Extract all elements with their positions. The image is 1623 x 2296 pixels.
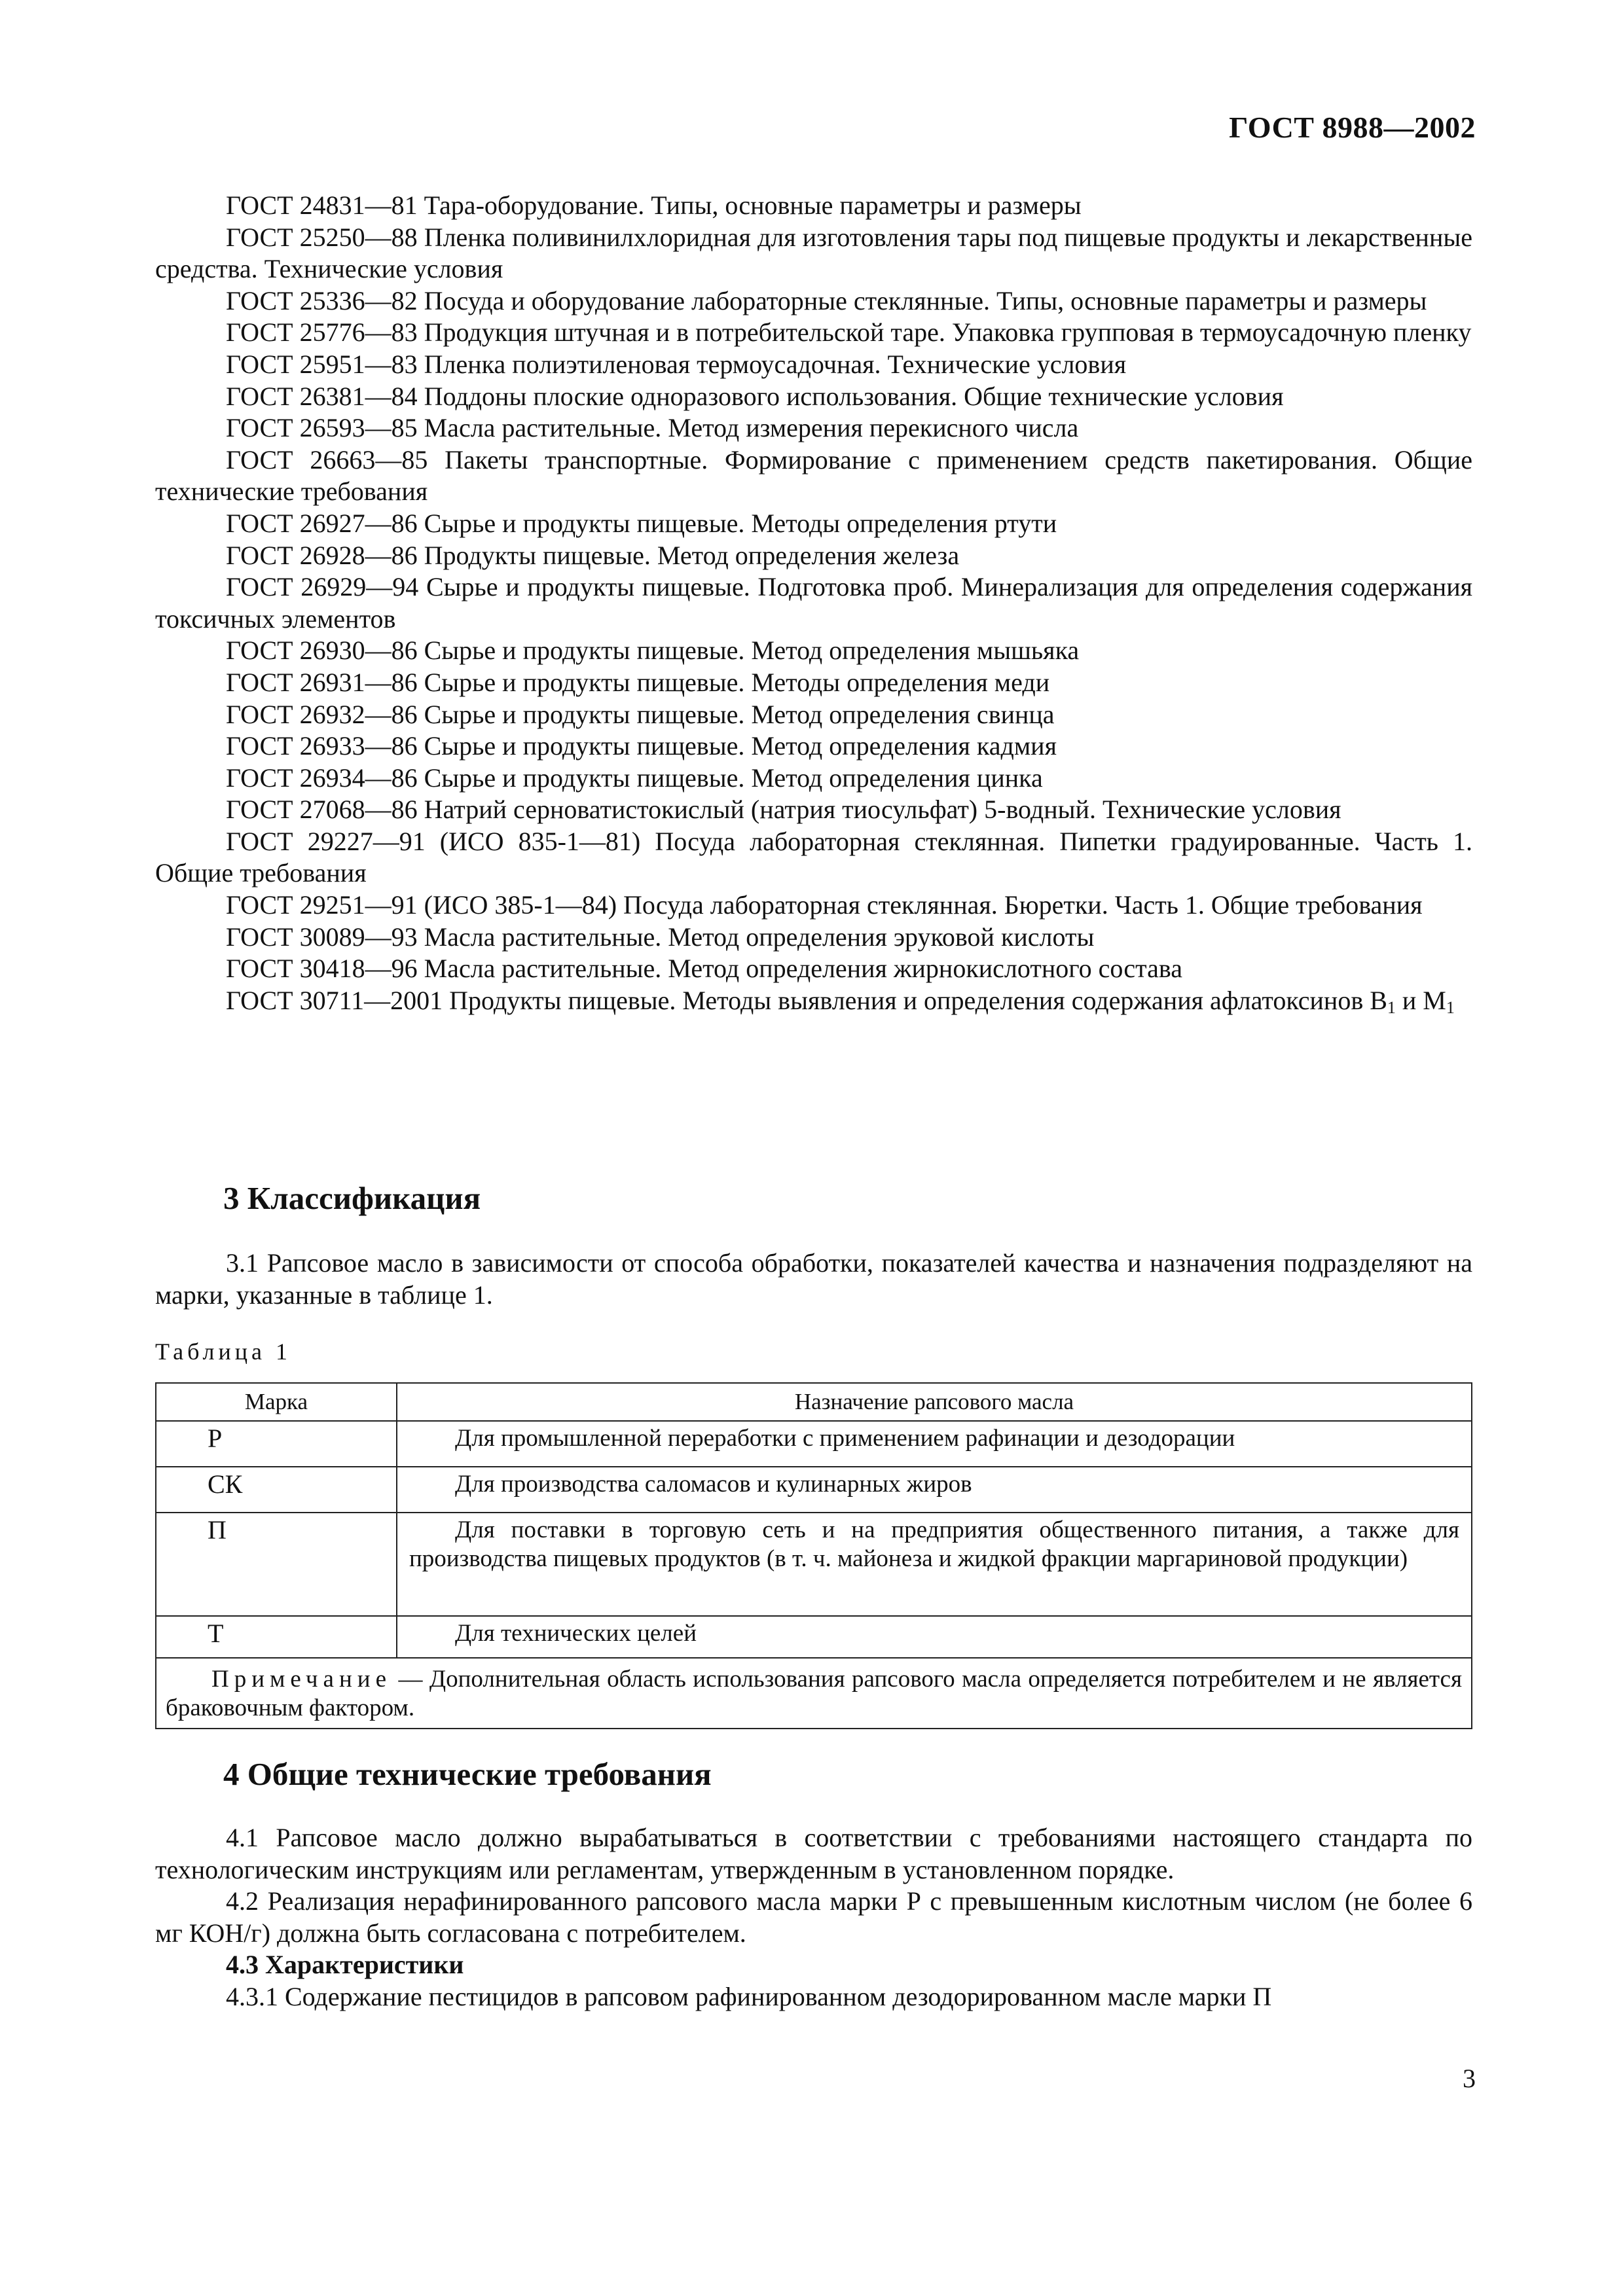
reference-item: ГОСТ 26593—85 Масла растительные. Метод измерения перекисного числа: [226, 413, 1079, 443]
paragraph: 3.1 Рапсовое масло в зависимости от способа обработки, показателей качества и назначения подразделяют на марки, указанные в таблице 1.: [155, 1248, 1472, 1310]
table-note-row: [156, 1658, 1472, 1729]
reference-item: ГОСТ 25250—88 Пленка поливинилхлоридная для изготовления тары под пищевые продукты и лекарственные средства. Технические условия: [155, 222, 1472, 284]
reference-item: ГОСТ 26931—86 Сырье и продукты пищевые. Методы определения меди: [226, 667, 1050, 697]
subscript: 1: [1387, 997, 1396, 1017]
clause-4-3-1: 4.3.1 Содержание пестицидов в рапсовом рафинированном дезодорированном масле марки П: [226, 1981, 1272, 2011]
reference-item: ГОСТ 25336—82 Посуда и оборудование лабораторные стеклянные. Типы, основные параметры и размеры: [226, 285, 1427, 315]
grade-purpose: [397, 1616, 1472, 1658]
note-label: Примечание: [211, 1666, 392, 1693]
reference-text: ГОСТ 30711—2001 Продукты пищевые. Методы выявления и определения содержания афлатоксинов B: [226, 985, 1387, 1015]
column-header-mark: Марка: [156, 1383, 397, 1421]
grade-purpose-text: Для поставки в торговую сеть и на предприятия общественного питания, а также для производства пищевых продуктов (в т. ч. майонеза и жидкой фракции маргариновой продукции): [409, 1516, 1459, 1572]
reference-item: ГОСТ 30418—96 Масла растительные. Метод определения жирнокислотного состава: [226, 954, 1182, 984]
reference-item: ГОСТ 26381—84 Поддоны плоские одноразового использования. Общие технические условия: [226, 381, 1284, 411]
grade-mark: СК: [156, 1467, 397, 1513]
grade-mark: П: [156, 1513, 397, 1616]
standard-code-header: ГОСТ 8988—2002: [1229, 111, 1476, 144]
grade-mark: Р: [156, 1421, 397, 1467]
reference-item: ГОСТ 26933—86 Сырье и продукты пищевые. Метод определения кадмия: [226, 731, 1057, 761]
subscript: 1: [1446, 997, 1455, 1017]
clause-4-2: 4.2 Реализация нерафинированного рапсового масла марки Р с превышенным кислотным числом (не более 6 мг КОН/г) должна быть согласована с потребителем.: [155, 1886, 1472, 1948]
reference-item: ГОСТ 26932—86 Сырье и продукты пищевые. Метод определения свинца: [226, 699, 1055, 729]
table-row: [156, 1467, 1472, 1513]
clause-3-1: [155, 1247, 1472, 1311]
reference-item: ГОСТ 29251—91 (ИСО 385-1—84) Посуда лабораторная стеклянная. Бюретки. Часть 1. Общие требования: [226, 890, 1423, 920]
page-number: 3: [1463, 2064, 1476, 2093]
table-header-row: [156, 1383, 1472, 1421]
grade-purpose: [397, 1421, 1472, 1467]
grade-purpose: [397, 1513, 1472, 1616]
reference-item: ГОСТ 25951—83 Пленка полиэтиленовая термоусадочная. Технические условия: [226, 349, 1127, 379]
reference-item: ГОСТ 27068—86 Натрий серноватистокислый (натрия тиосульфат) 5-водный. Технические условия: [226, 795, 1341, 825]
reference-text: и M: [1395, 985, 1446, 1015]
table-caption: Таблица 1: [155, 1338, 291, 1365]
grade-purpose: [397, 1467, 1472, 1513]
grade-mark: Т: [156, 1616, 397, 1658]
reference-item: ГОСТ 24831—81 Тара-оборудование. Типы, основные параметры и размеры: [226, 190, 1082, 220]
reference-item-aflatoxins: [155, 985, 1472, 1017]
normative-references-list: [155, 190, 1472, 1016]
reference-item: ГОСТ 25776—83 Продукция штучная и в потребительской таре. Упаковка групповая в термоусадочную пленку: [226, 317, 1472, 348]
section-4-body: [155, 1822, 1472, 2013]
section-heading-classification: 3 Классификация: [223, 1180, 481, 1216]
reference-item: ГОСТ 26934—86 Сырье и продукты пищевые. Метод определения цинка: [226, 762, 1043, 793]
table-note: [156, 1658, 1472, 1729]
reference-item: ГОСТ 26663—85 Пакеты транспортные. Формирование с применением средств пакетирования. Общие технические требования: [155, 444, 1472, 507]
subsection-heading-characteristics: 4.3 Характеристики: [226, 1950, 464, 1980]
section-heading-general-requirements: 4 Общие технические требования: [223, 1756, 712, 1792]
table-row: [156, 1616, 1472, 1658]
clause-4-1: 4.1 Рапсовое масло должно вырабатываться в соответствии с требованиями настоящего стандарта по технологическим инструкциям или регламентам, утвержденным в установленном порядке.: [155, 1823, 1472, 1884]
reference-item: ГОСТ 29227—91 (ИСО 835-1—81) Посуда лабораторная стеклянная. Пипетки градуированные. Часть 1. Общие требования: [155, 826, 1472, 888]
grade-purpose-text: Для производства саломасов и кулинарных жиров: [455, 1471, 972, 1498]
grade-purpose-text: Для промышленной переработки с применением рафинации и дезодорации: [455, 1425, 1235, 1452]
grade-purpose-text: Для технических целей: [455, 1620, 697, 1647]
table-row: [156, 1513, 1472, 1616]
reference-item: ГОСТ 30089—93 Масла растительные. Метод определения эруковой кислоты: [226, 922, 1095, 952]
table-oil-grades: [155, 1382, 1472, 1729]
reference-item: ГОСТ 26928—86 Продукты пищевые. Метод определения железа: [226, 540, 960, 570]
table-row: [156, 1421, 1472, 1467]
reference-item: ГОСТ 26930—86 Сырье и продукты пищевые. Метод определения мышьяка: [226, 636, 1080, 666]
column-header-purpose: Назначение рапсового масла: [397, 1383, 1472, 1421]
note-text: — Дополнительная область использования рапсового масла определяется потребителем и не является браковочным фактором.: [166, 1666, 1462, 1721]
reference-item: ГОСТ 26927—86 Сырье и продукты пищевые. Методы определения ртути: [226, 508, 1057, 538]
reference-item: ГОСТ 26929—94 Сырье и продукты пищевые. Подготовка проб. Минерализация для определения содержания токсичных элементов: [155, 572, 1472, 634]
